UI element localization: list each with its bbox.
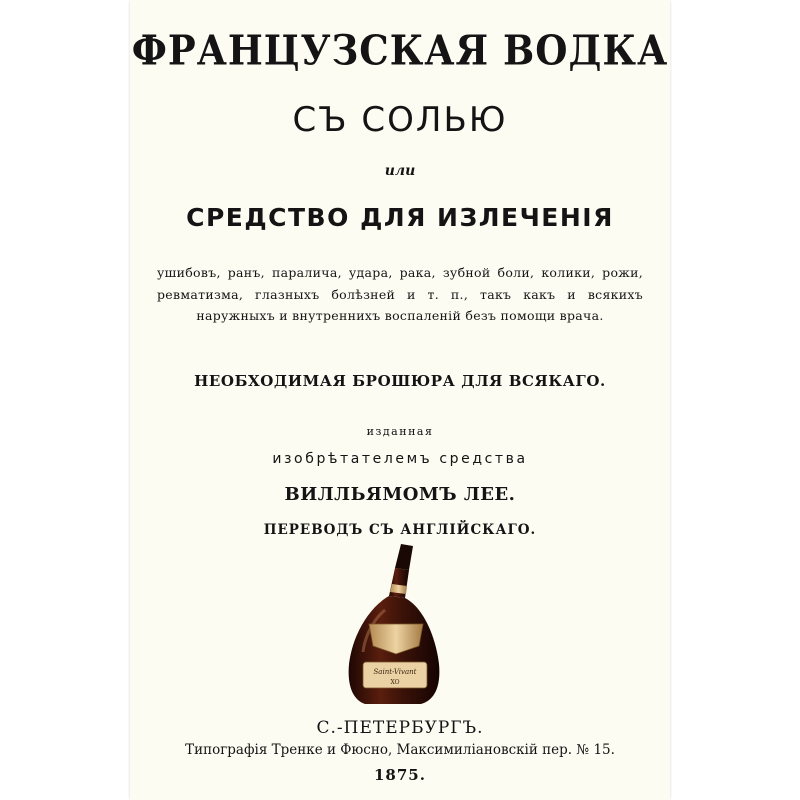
published-by-text: изданная xyxy=(366,425,434,438)
cognac-bottle-illustration xyxy=(335,540,455,712)
city-line: С.-ПЕТЕРБУРГЪ. xyxy=(316,718,484,738)
publication-year: 1875. xyxy=(374,766,426,784)
book-title: ФРАНЦУЗСКАЯ ВОДКА xyxy=(131,25,669,75)
author-name: ВИЛЛЬЯМОМЪ ЛЕЕ. xyxy=(284,484,516,505)
bottle-label-grade: XO xyxy=(390,679,400,686)
ailments-paragraph: ушибовъ, ранъ, паралича, удара, рака, зубной боли, колики, рожи, ревматизма, глазныхъ болѣзней и т. п., такъ какъ и всякихъ наружныхъ и внутреннихъ воспаленій безъ помощи врача. xyxy=(157,265,643,324)
bottle-label-brand: Saint-Vivant xyxy=(373,668,417,676)
printer-line: Типографія Тренке и Фюсно, Максимиліановскій пер. № 15. xyxy=(185,742,615,758)
conjunction-text: или xyxy=(384,163,416,179)
book-cover xyxy=(130,0,670,800)
subtitle-line-1: СЪ СОЛЬЮ xyxy=(292,100,508,140)
translation-note: ПЕРЕВОДЪ СЪ АНГЛІЙСКАГО. xyxy=(263,522,537,538)
subtitle-line-2: СРЕДСТВО ДЛЯ ИЗЛЕЧЕНІЯ xyxy=(186,203,614,232)
inventor-line: изобрѣтателемъ средства xyxy=(272,451,528,467)
brochure-note: НЕОБХОДИМАЯ БРОШЮРА ДЛЯ ВСЯКАГО. xyxy=(194,372,606,390)
